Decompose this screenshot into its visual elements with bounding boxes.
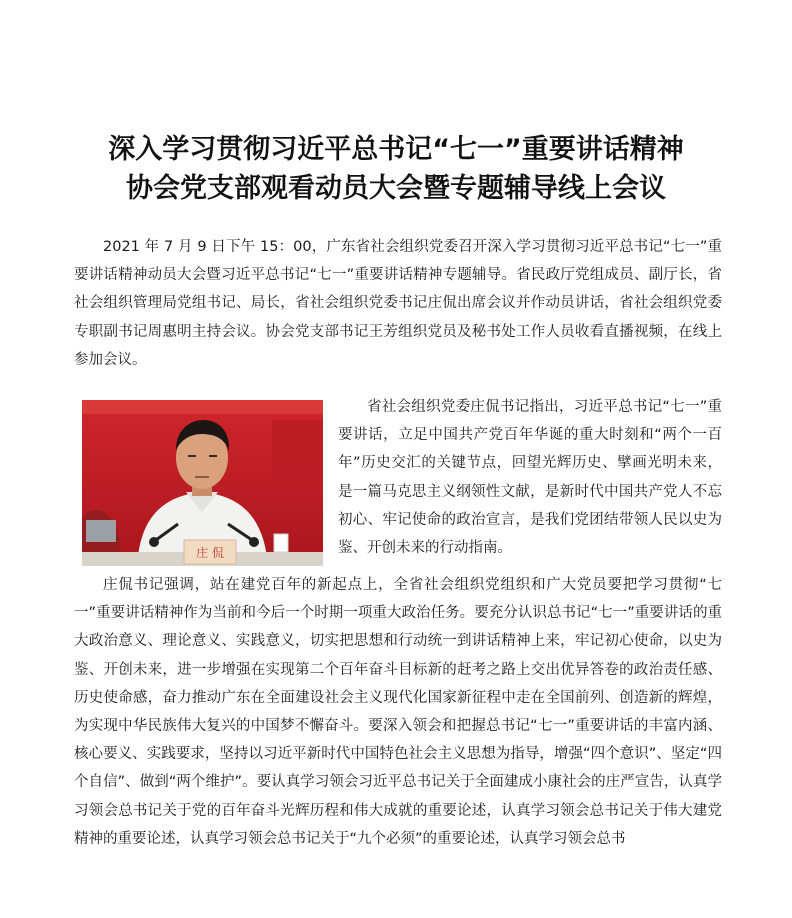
speaker-photo-image <box>82 400 323 566</box>
paragraph-intro <box>74 233 722 374</box>
article-title <box>40 130 752 208</box>
nameplate-text: 庄 侃 <box>196 546 224 560</box>
paragraph-remarks <box>338 393 722 562</box>
paragraph-text: 2021 年 7 月 9 日下午 15：00，广东省社会组织党委召开深入学习贯彻习近平总书记“七一”重要讲话精神动员大会暨习近平总书记“七一”重要讲话精神专题辅导。省民政厅党组成员、副厅长，省社会组织管理局党组书记、局长，省社会组织党委书记庄侃出席会议并作动员讲话，省社会组织党委专职副书记周惠明主持会议。协会党支部书记王芳组织党员及秘书处工作人员收看直播视频，在线上参加会议。 <box>74 239 722 368</box>
paragraph-emphasis <box>74 571 722 853</box>
speaker-photo <box>82 400 323 566</box>
paragraph-text: 省社会组织党委庄侃书记指出，习近平总书记“七一”重要讲话，立足中国共产党百年华诞的重大时刻和“两个一百年”历史交汇的关键节点，回望光辉历史、擘画光明未来，是一篇马克思主义纲领性文献，是新时代中国共产党人不忘初心、牢记使命的政治宣言，是我们党团结带领人民以史为鉴、开创未来的行动指南。 <box>338 399 722 557</box>
title-line-1: 深入学习贯彻习近平总书记“七一”重要讲话精神 <box>108 134 684 165</box>
laptop <box>86 520 116 542</box>
paragraph-text: 庄侃书记强调，站在建党百年的新起点上，全省社会组织党组织和广大党员要把学习贯彻“七一”重要讲话精神作为当前和今后一个时期一项重大政治任务。要充分认识总书记“七一”重要讲话的重大政治意义、理论意义、实践意义，切实把思想和行动统一到讲话精神上来，牢记初心使命，以史为鉴、开创未来，进一步增强在实现第二个百年奋斗目标新的赶考之路上交出优异答卷的政治责任感、历史使命感，奋力推动广东在全面建设社会主义现代化国家新征程中走在全国前列、创造新的辉煌，为实现中华民族伟大复兴的中国梦不懈奋斗。要深入领会和把握总书记“七一”重要讲话的丰富内涵、核心要义、实践要求，坚持以习近平新时代中国特色社会主义思想为指导，增强“四个意识”、坚定“四个自信”、做到“两个维护”。要认真学习领会习近平总书记关于全面建成小康社会的庄严宣告，认真学习领会总书记关于党的百年奋斗光辉历程和伟大成就的重要论述，认真学习领会总书记关于伟大建党精神的重要论述，认真学习领会总书记关于“九个必须”的重要论述，认真学习领会总书 <box>74 577 722 847</box>
cup <box>274 534 288 552</box>
title-line-2: 协会党支部观看动员大会暨专题辅导线上会议 <box>126 173 666 204</box>
